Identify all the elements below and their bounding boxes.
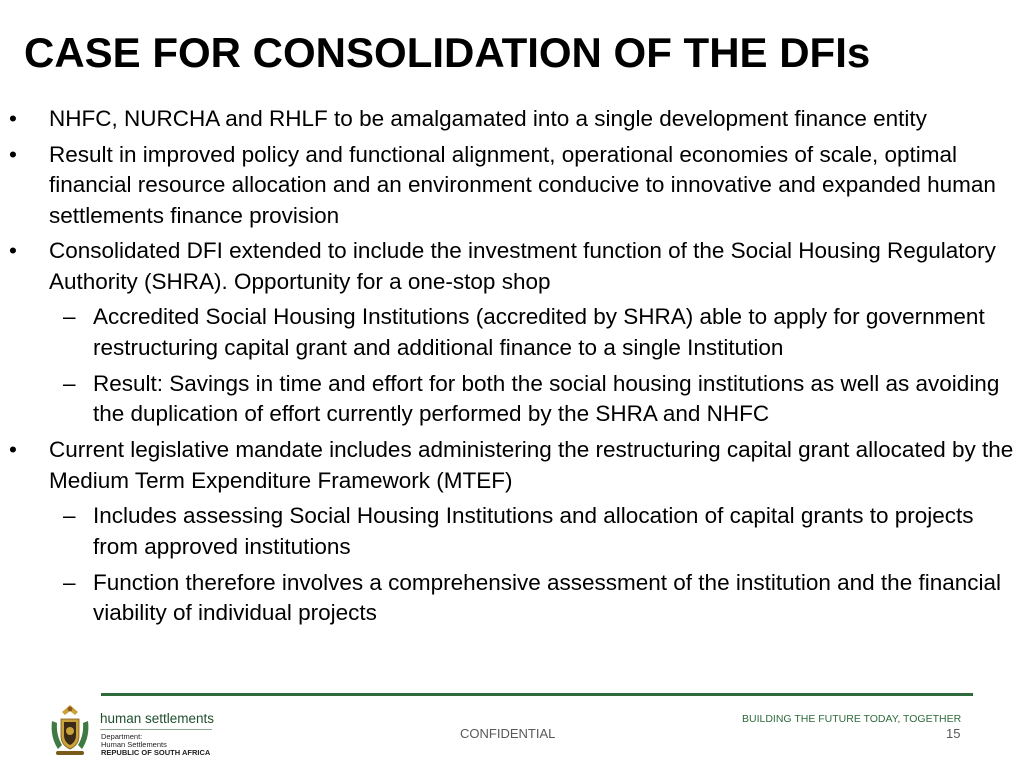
bullet-marker: •: [9, 238, 17, 263]
bullet-marker: •: [9, 437, 17, 462]
footer-tagline: BUILDING THE FUTURE TODAY, TOGETHER: [742, 713, 962, 725]
sub-bullet-item: [0, 369, 1024, 430]
sub-bullet-item: [0, 568, 1024, 629]
department-rule: [100, 729, 212, 730]
bullet-list: [0, 104, 1024, 634]
bullet-text: Consolidated DFI extended to include the investment function of the Social Housing Regulatory Authority (SHRA). Opportunity for a one-stop shop: [49, 238, 996, 294]
bullet-item: [0, 104, 1024, 135]
bullet-item: [0, 435, 1024, 496]
bullet-text: Includes assessing Social Housing Institutions and allocation of capital grants to projects from approved institutions: [93, 503, 974, 559]
bullet-marker: •: [9, 141, 17, 167]
bullet-item: [0, 236, 1024, 297]
department-full-name: Human Settlements: [101, 740, 167, 749]
bullet-item: [0, 140, 1024, 232]
bullet-text: Result: Savings in time and effort for both the social housing institutions as well as avoiding the duplication of effort currently performed by the SHRA and NHFC: [93, 370, 1000, 426]
slide-title: CASE FOR CONSOLIDATION OF THE DFIs: [24, 29, 871, 76]
dash-marker: –: [63, 304, 76, 329]
department-label: Department:: [101, 732, 143, 741]
coat-of-arms-icon: [48, 703, 92, 759]
bullet-text: Accredited Social Housing Institutions (accredited by SHRA) able to apply for government restructuring capital grant and additional finance to a single Institution: [93, 304, 985, 360]
bullet-text: NHFC, NURCHA and RHLF to be amalgamated into a single development finance entity: [49, 106, 927, 131]
sub-bullet-item: [0, 501, 1024, 562]
sub-bullet-item: [0, 302, 1024, 363]
bullet-text: Result in improved policy and functional alignment, operational economies of scale, optimal financial resource allocation and an environment conducive to innovative and expanded human settlements finance provision: [49, 141, 996, 228]
dash-marker: –: [63, 569, 76, 595]
page-number: 15: [946, 726, 961, 741]
bullet-marker: •: [9, 106, 17, 131]
dash-marker: –: [63, 503, 76, 528]
bullet-text: Current legislative mandate includes administering the restructuring capital grant allocated by the Medium Term Expenditure Framework (MTEF): [49, 437, 1014, 493]
department-name: human settlements: [100, 711, 215, 726]
country-name: REPUBLIC OF SOUTH AFRICA: [101, 748, 211, 757]
dash-marker: –: [63, 370, 76, 396]
confidential-label: CONFIDENTIAL: [460, 726, 556, 741]
footer-divider: [101, 693, 973, 696]
bullet-text: Function therefore involves a comprehensive assessment of the institution and the financial viability of individual projects: [93, 569, 1002, 625]
